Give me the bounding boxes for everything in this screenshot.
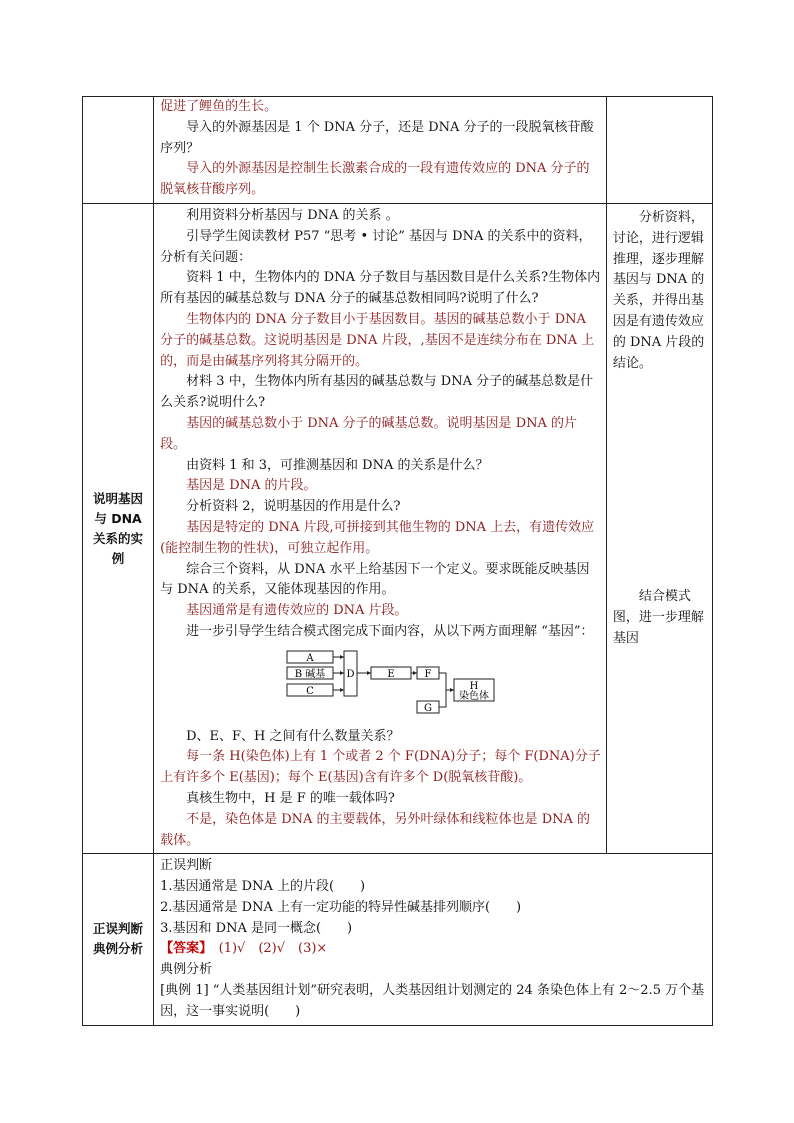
content-cell-exercises	[154, 854, 713, 1025]
box-f-label: F	[424, 668, 432, 680]
answer-key-label: 【答案】	[160, 941, 206, 957]
table-row-continuation	[83, 97, 713, 204]
box-c-label: C	[306, 685, 314, 697]
text-line: 分析资料 2，说明基因的作用是什么?	[186, 499, 401, 515]
text-line: 每一条 H(染色体)上有 1 个或者 2 个 F(DNA)分子；每个 F(DNA)分子上有许多个 E(基因)；每个 E(基因)含有许多个 D(脱氧核苷酸)。	[160, 749, 601, 786]
note-cell-gene-dna	[606, 203, 712, 853]
box-b-label: B 碱基	[294, 668, 326, 680]
gene-model-diagram	[286, 649, 501, 715]
content-cell-continuation	[154, 97, 607, 204]
text-line: 材料 3 中，生物体内所有基因的碱基总数与 DNA 分子的碱基总数是什么关系?说明什么?	[160, 374, 594, 411]
exercise-item: 1.基因通常是 DNA 上的片段( )	[160, 879, 366, 895]
note-cell-empty	[606, 97, 712, 204]
design-note-1: 分析资料，讨论，进行逻辑推理，逐步理解基因与 DNA 的关系，并得出基因是有遗传效应的 DNA 片段的结论。	[612, 209, 705, 371]
text-line: 真核生物中，H 是 F 的唯一载体吗?	[186, 790, 395, 806]
section-heading: 正误判断	[160, 858, 213, 874]
box-g-label: G	[424, 702, 433, 714]
text-line: 导入的外源基因是 1 个 DNA 分子，还是 DNA 分子的一段脱氧核苷酸序列？	[160, 119, 594, 156]
text-line: 基因通常是有遗传效应的 DNA 片段。	[186, 603, 408, 619]
box-d-label: D	[346, 668, 355, 680]
row-label-exercises: 正误判断典例分析	[83, 854, 154, 1025]
text-line: 进一步引导学生结合模式图完成下面内容，从以下两方面理解 “基因”：	[186, 623, 594, 639]
box-h-sublabel: 染色体	[459, 690, 490, 702]
box-h-label: H	[469, 680, 479, 692]
exercise-item: 3.基因和 DNA 是同一概念( )	[160, 920, 353, 936]
box-e-label: E	[387, 668, 395, 680]
content-cell-gene-dna	[154, 203, 607, 853]
text-line: 基因的碱基总数小于 DNA 分子的碱基总数。说明基因是 DNA 的片段。	[160, 415, 578, 452]
text-line: 资料 1 中，生物体内的 DNA 分子数目与基因数目是什么关系?生物体内所有基因的碱基总数与 DNA 分子的碱基总数相同吗?说明了什么?	[160, 270, 601, 307]
text-line: D、E、F、H 之间有什么数量关系？	[186, 728, 400, 744]
lesson-plan-table	[82, 96, 713, 1026]
text-line: 导入的外源基因是控制生长激素合成的一段有遗传效应的 DNA 分子的脱氧核苷酸序列。	[160, 161, 590, 198]
answer-values: (1)√ (2)√ (3)×	[205, 941, 328, 957]
text-line: 生物体内的 DNA 分子数目小于基因数目。基因的碱基总数小于 DNA 分子的碱基总数。这说明基因是 DNA 片段，,基因不是连续分布在 DNA 上的，而是由碱基序列将其分隔开的。	[160, 311, 595, 369]
section-heading: 典例分析	[160, 962, 213, 978]
text-line: 由资料 1 和 3，可推测基因和 DNA 的关系是什么？	[186, 457, 489, 473]
row-label-gene-dna: 说明基因与 DNA 关系的实例	[83, 203, 154, 853]
text-line: 综合三个资料，从 DNA 水平上给基因下一个定义。要求既能反映基因与 DNA 的关系，又能体现基因的作用。	[160, 561, 590, 598]
exercise-item: 2.基因通常是 DNA 上有一定功能的特异性碱基排列顺序( )	[160, 899, 522, 915]
box-a-label: A	[306, 652, 314, 664]
text-line: 促进了鲤鱼的生长。	[160, 99, 278, 114]
table-row-gene-dna	[83, 203, 713, 853]
text-line: 利用资料分析基因与 DNA 的关系 。	[186, 207, 399, 223]
answer-line	[160, 939, 708, 960]
design-note-2: 结合模式图，进一步理解基因	[612, 589, 704, 646]
label-cell-empty	[83, 97, 154, 204]
text-line: 基因是特定的 DNA 片段,可拼接到其他生物的 DNA 上去，有遗传效应(能控制生物的性状)，可独立起作用。	[160, 519, 595, 556]
table-row-exercises	[83, 854, 713, 1025]
text-line: 引导学生阅读教材 P57 “思考 • 讨论” 基因与 DNA 的关系中的资料，分析有关问题：	[160, 228, 592, 265]
example-question: [典例 1] “人类基因组计划”研究表明，人类基因组计划测定的 24 条染色体上有 2～2.5 万个基因，这一事实说明( )	[160, 983, 705, 1019]
text-line: 基因是 DNA 的片段。	[186, 478, 317, 494]
text-line: 不是，染色体是 DNA 的主要载体，另外叶绿体和线粒体也是 DNA 的载体。	[160, 811, 591, 848]
